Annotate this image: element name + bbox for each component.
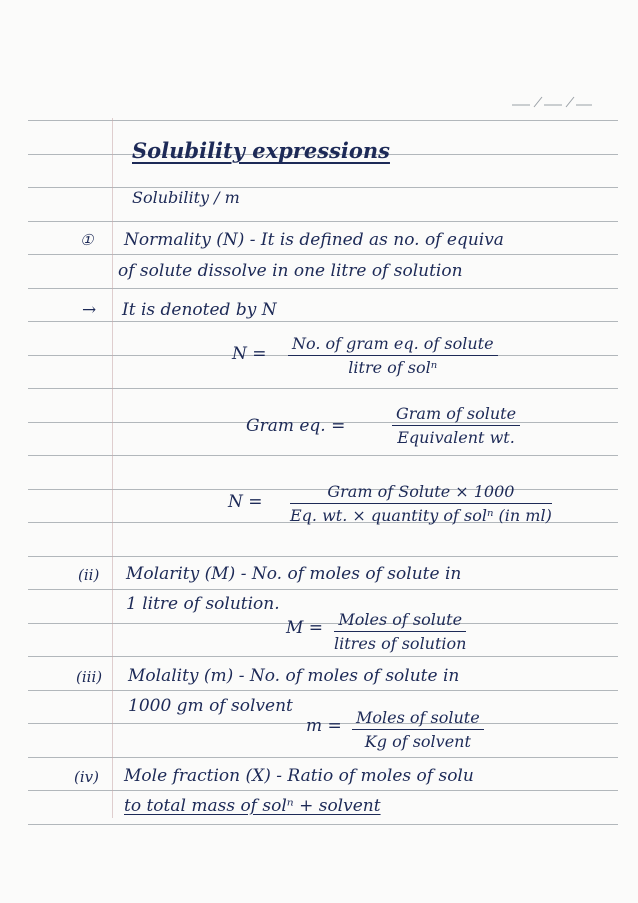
section-marker-molality: (iii)	[76, 668, 103, 686]
ruled-line	[28, 824, 618, 825]
section-marker-normality: ①	[80, 231, 94, 249]
formula-normality-numerator: No. of gram eq. of solute	[288, 334, 498, 356]
ruled-line	[28, 556, 618, 557]
mole-fraction-definition-line2: to total mass of solⁿ + solvent	[124, 796, 381, 816]
formula-molality-lhs: m =	[306, 716, 342, 736]
formula-molarity-lhs: M =	[286, 618, 324, 638]
normality-definition-line2: of solute dissolve in one litre of solution	[118, 261, 463, 281]
arrow-bullet: →	[82, 300, 97, 320]
formula-gram-eq-denominator: Equivalent wt.	[397, 428, 515, 447]
ruled-line	[28, 388, 618, 389]
formula-gram-eq-numerator: Gram of solute	[392, 404, 520, 426]
formula-normality-fraction	[288, 334, 498, 377]
molality-definition-line1: Molality (m) - No. of moles of solute in	[128, 666, 460, 686]
page-subtitle: Solubility / m	[132, 188, 240, 207]
ruled-line	[28, 757, 618, 758]
ruled-line	[28, 221, 618, 222]
formula-normality-lhs: N =	[232, 344, 267, 364]
section-marker-mole-fraction: (iv)	[74, 768, 99, 786]
date-field	[512, 96, 592, 108]
formula-normality-full-denominator: Eq. wt. × quantity of solⁿ (in ml)	[290, 506, 552, 525]
section-marker-molarity: (ii)	[78, 566, 100, 584]
normality-definition-line1: Normality (N) - It is defined as no. of equiva	[124, 230, 504, 250]
formula-molality-denominator: Kg of solvent	[364, 732, 471, 751]
ruled-line	[28, 589, 618, 590]
ruled-line	[28, 187, 618, 188]
formula-normality-denominator: litre of solⁿ	[348, 358, 438, 377]
formula-normality-full-lhs: N =	[228, 492, 263, 512]
margin-line	[112, 118, 113, 818]
ruled-line	[28, 120, 618, 121]
ruled-line	[28, 288, 618, 289]
formula-molarity-numerator: Moles of solute	[334, 610, 466, 632]
page-title: Solubility expressions	[132, 138, 390, 163]
formula-gram-eq-fraction	[392, 404, 520, 447]
formula-molality-numerator: Moles of solute	[352, 708, 484, 730]
molarity-definition-line2: 1 litre of solution.	[126, 594, 280, 614]
ruled-line	[28, 254, 618, 255]
formula-molarity-denominator: litres of solution	[334, 634, 467, 653]
ruled-line	[28, 455, 618, 456]
ruled-line	[28, 321, 618, 322]
formula-gram-eq-lhs: Gram eq. =	[246, 416, 346, 436]
formula-normality-full-fraction	[290, 482, 552, 525]
mole-fraction-definition-line1: Mole fraction (X) - Ratio of moles of solu	[124, 766, 474, 786]
molarity-definition-line1: Molarity (M) - No. of moles of solute in	[126, 564, 462, 584]
ruled-line	[28, 790, 618, 791]
formula-molality-fraction	[352, 708, 484, 751]
ruled-line	[28, 656, 618, 657]
molality-definition-line2: 1000 gm of solvent	[128, 696, 293, 716]
normality-denoted-line: It is denoted by N	[122, 300, 277, 320]
formula-molarity-fraction	[334, 610, 466, 653]
formula-normality-full-numerator: Gram of Solute × 1000	[290, 482, 552, 504]
ruled-line	[28, 690, 618, 691]
